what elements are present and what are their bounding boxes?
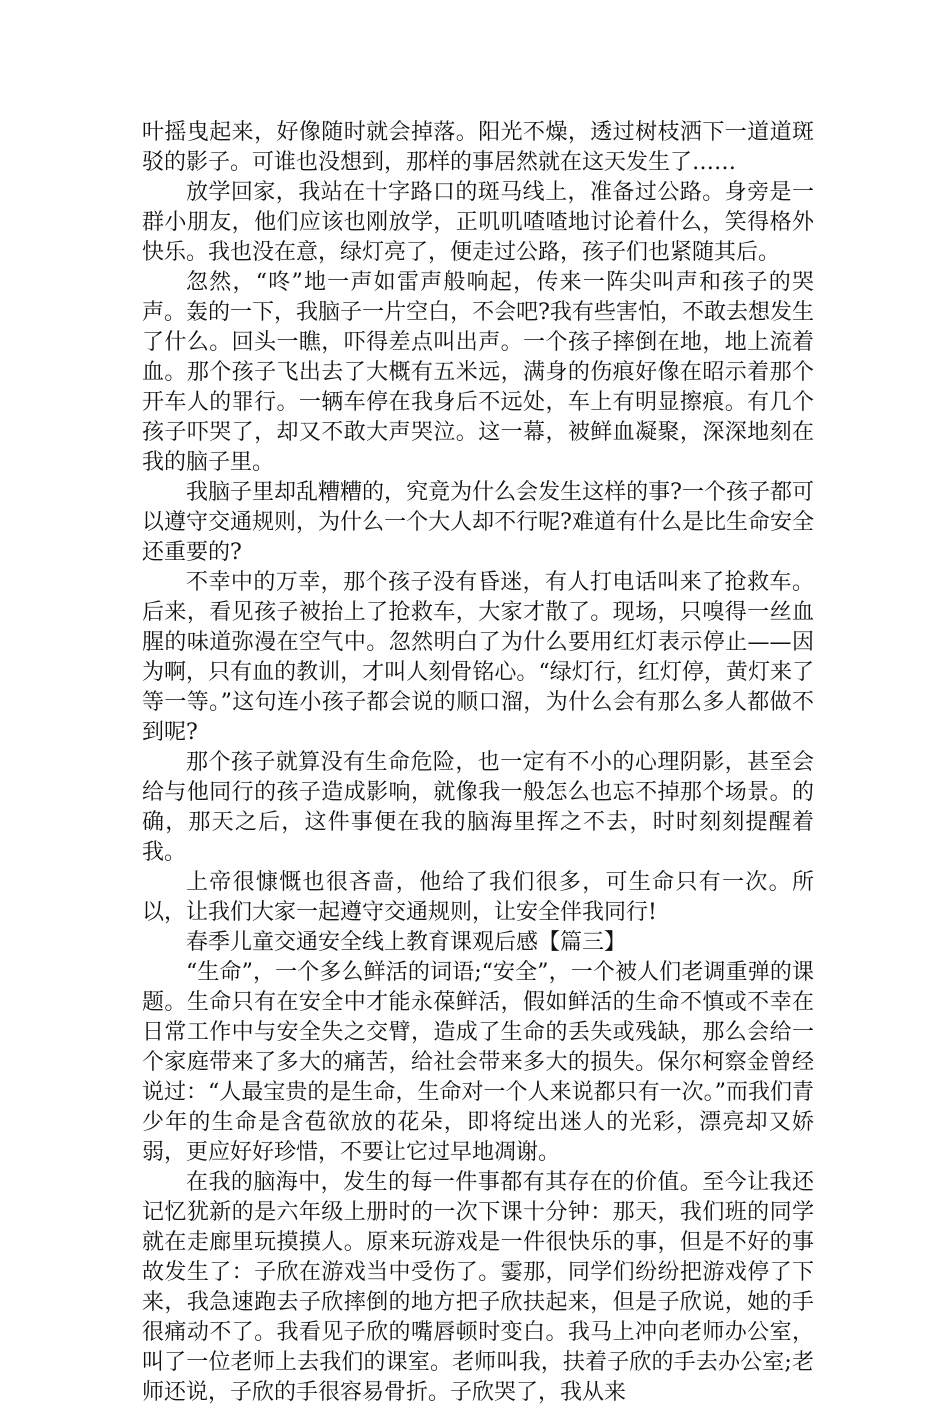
paragraph: 我脑子里却乱糟糟的，究竟为什么会发生这样的事?一个孩子都可以遵守交通规则，为什么一个大人却不行呢?难道有什么是比生命安全还重要的? xyxy=(142,480,814,565)
paragraph-continued: 叶摇曳起来，好像随时就会掉落。阳光不燥，透过树枝洒下一道道斑驳的影子。可谁也没想到，那样的事居然就在这天发生了…… xyxy=(142,120,814,175)
paragraph: 那个孩子就算没有生命危险，也一定有不小的心理阴影，甚至会给与他同行的孩子造成影响，就像我一般怎么也忘不掉那个场景。的确，那天之后，这件事便在我的脑海里挥之不去，时时刻刻提醒着我。 xyxy=(142,750,814,865)
paragraph: 放学回家，我站在十字路口的斑马线上，准备过公路。身旁是一群小朋友，他们应该也刚放学，正叽叽喳喳地讨论着什么，笑得格外快乐。我也没在意，绿灯亮了，便走过公路，孩子们也紧随其后。 xyxy=(142,180,814,265)
paragraph: 忽然，“咚”地一声如雷声般响起，传来一阵尖叫声和孩子的哭声。轰的一下，我脑子一片空白，不会吧?我有些害怕，不敢去想发生了什么。回头一瞧，吓得差点叫出声。一个孩子摔倒在地，地上流着血。那个孩子飞出去了大概有五米远，满身的伤痕好像在昭示着那个开车人的罪行。一辆车停在我身后不远处，车上有明显擦痕。有几个孩子吓哭了，却又不敢大声哭泣。这一幕，被鲜血凝聚，深深地刻在我的脑子里。 xyxy=(142,270,814,475)
paragraph: 不幸中的万幸，那个孩子没有昏迷，有人打电话叫来了抢救车。后来，看见孩子被抬上了抢救车，大家才散了。现场，只嗅得一丝血腥的味道弥漫在空气中。忽然明白了为什么要用红灯表示停止——因为啊，只有血的教训，才叫人刻骨铭心。“绿灯行，红灯停，黄灯来了等一等。”这句连小孩子都会说的顺口溜，为什么会有那么多人都做不到呢? xyxy=(142,570,814,745)
section-heading: 春季儿童交通安全线上教育课观后感【篇三】 xyxy=(186,930,627,955)
paragraph: 在我的脑海中，发生的每一件事都有其存在的价值。至今让我还记忆犹新的是六年级上册时的一次下课十分钟：那天，我们班的同学就在走廊里玩摸摸人。原来玩游戏是一件很快乐的事，但是不好的事故发生了：子欣在游戏当中受伤了。霎那，同学们纷纷把游戏停了下来，我急速跑去子欣摔倒的地方把子欣扶起来，但是子欣说，她的手很痛动不了。我看见子欣的嘴唇顿时变白。我马上冲向老师办公室，叫了一位老师上去我们的课室。老师叫我，扶着子欣的手去办公室;老师还说，子欣的手很容易骨折。子欣哭了，我从来 xyxy=(142,1170,814,1405)
paragraph: 上帝很慷慨也很吝啬，他给了我们很多，可生命只有一次。所以，让我们大家一起遵守交通规则，让安全伴我同行! xyxy=(142,870,814,925)
paragraph: “生命”，一个多么鲜活的词语;“安全”，一个被人们老调重弹的课题。生命只有在安全中才能永葆鲜活，假如鲜活的生命不慎或不幸在日常工作中与安全失之交臂，造成了生命的丢失或残缺，那么会给一个家庭带来了多大的痛苦，给社会带来多大的损失。保尔柯察金曾经说过：“人最宝贵的是生命，生命对一个人来说都只有一次。”而我们青少年的生命是含苞欲放的花朵，即将绽出迷人的光彩，漂亮却又娇弱，更应好好珍惜，不要让它过早地凋谢。 xyxy=(142,960,814,1165)
document-page xyxy=(142,118,814,1408)
